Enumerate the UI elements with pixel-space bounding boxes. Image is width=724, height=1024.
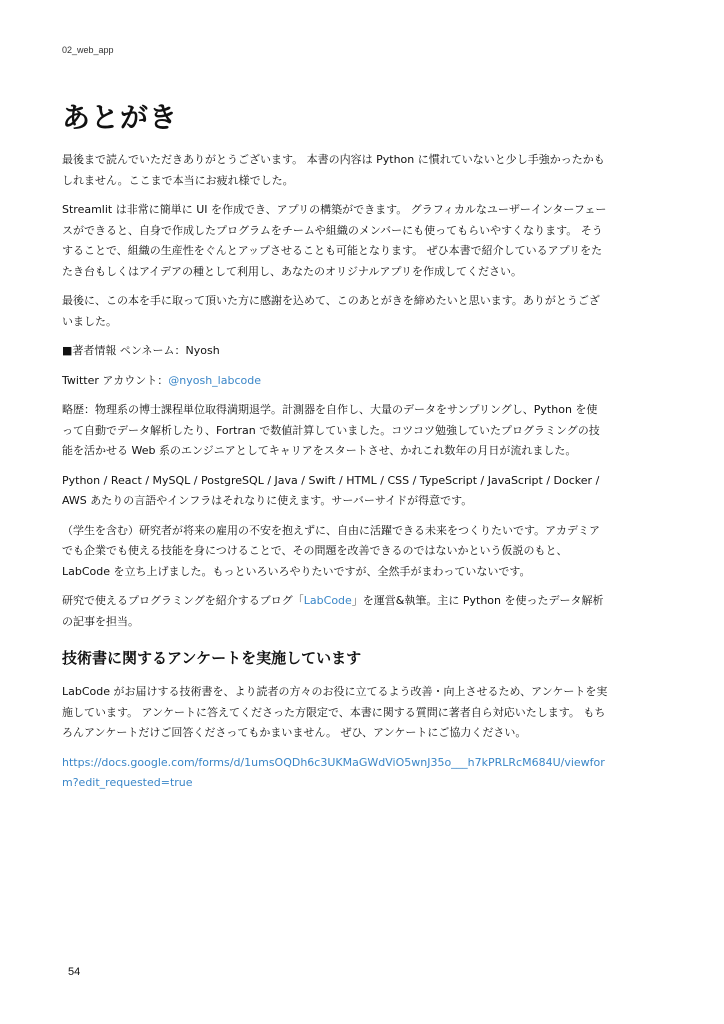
twitter-link[interactable]: @nyosh_labcode xyxy=(168,373,261,387)
paragraph-biography: 略歴：物理系の博士課程単位取得満期退学。計測器を自作し、大量のデータをサンプリングし、Python を使って自動でデータ解析したり、Fortran で数値計算していました。コツコツ勉強していたプログラミングの技能を活かせる Web 系のエンジニアとしてキャリアをスタートさせ、かれこれ数年の月日が流れました。 xyxy=(62,403,600,457)
survey-heading: 技術書に関するアンケートを実施しています xyxy=(62,649,362,667)
page-number: 54 xyxy=(68,966,81,978)
labcode-link[interactable]: LabCode xyxy=(303,594,352,607)
author-info: ■著者情報 ペンネーム：Nyosh xyxy=(62,344,220,357)
blog-suffix: 」を運営&執筆。主に Python を使ったデータ解析の記事を担当。 xyxy=(62,594,604,628)
paragraph-blog xyxy=(62,591,608,632)
twitter-label: Twitter アカウント： xyxy=(62,373,169,387)
blog-prefix: 研究で使えるプログラミングを紹介するブログ「 xyxy=(62,594,304,607)
page-title: あとがき xyxy=(62,101,179,134)
running-header: 02_web_app xyxy=(62,45,114,55)
twitter-line xyxy=(62,371,608,392)
main-content xyxy=(62,150,608,794)
paragraph-mission: （学生を含む）研究者が将来の雇用の不安を抱えずに、自由に活躍できる未来をつくりたいです。アカデミアでも企業でも使える技能を身につけることで、その問題を改善できるのではないかという仮説のもと、LabCode を立ち上げました。もっといろいろやりたいですが、全然手がまわっていないです。 xyxy=(62,523,601,578)
survey-link[interactable]: https://docs.google.com/forms/d/1umsOQDh6c3UKMaGWdViO5wnJ35o___h7kPRLRcM684U/viewform?edit_requested=true xyxy=(62,755,605,789)
survey-body: LabCode がお届けする技術書を、より読者の方々のお役に立てるよう改善・向上させるため、アンケートを実施しています。 アンケートに答えてくださった方限定で、本書に関する質問に著者自ら対応いたします。 もちろんアンケートだけご回答くださってもかまいません。 ぜひ、アンケートにご協力ください。 xyxy=(62,685,608,739)
paragraph-thanks: 最後まで読んでいただきありがとうございます。 本書の内容は Python に慣れていないと少し手強かったかもしれません。ここまで本当にお疲れ様でした。 xyxy=(62,153,605,187)
paragraph-closing: 最後に、この本を手に取って頂いた方に感謝を込めて、このあとがきを締めたいと思います。ありがとうございました。 xyxy=(62,294,600,328)
paragraph-streamlit: Streamlit は非常に簡単に UI を作成でき、アプリの構築ができます。 グラフィカルなユーザーインターフェースができると、自身で作成したプログラムをチームや組織のメンバーにも使ってもらいやすくなります。 そうすることで、組織の生産性をぐんとアップさせることも可能となります。 ぜひ本書で紹介しているアプリをたたき台もしくはアイデアの種として利用し、あなたのオリジナルアプリを作成してください。 xyxy=(62,203,607,278)
paragraph-skills: Python / React / MySQL / PostgreSQL / Java / Swift / HTML / CSS / TypeScript / JavaScript / Docker / AWS あたりの言語やインフラはそれなりに使えます。サーバーサイドが得意です。 xyxy=(62,473,600,507)
